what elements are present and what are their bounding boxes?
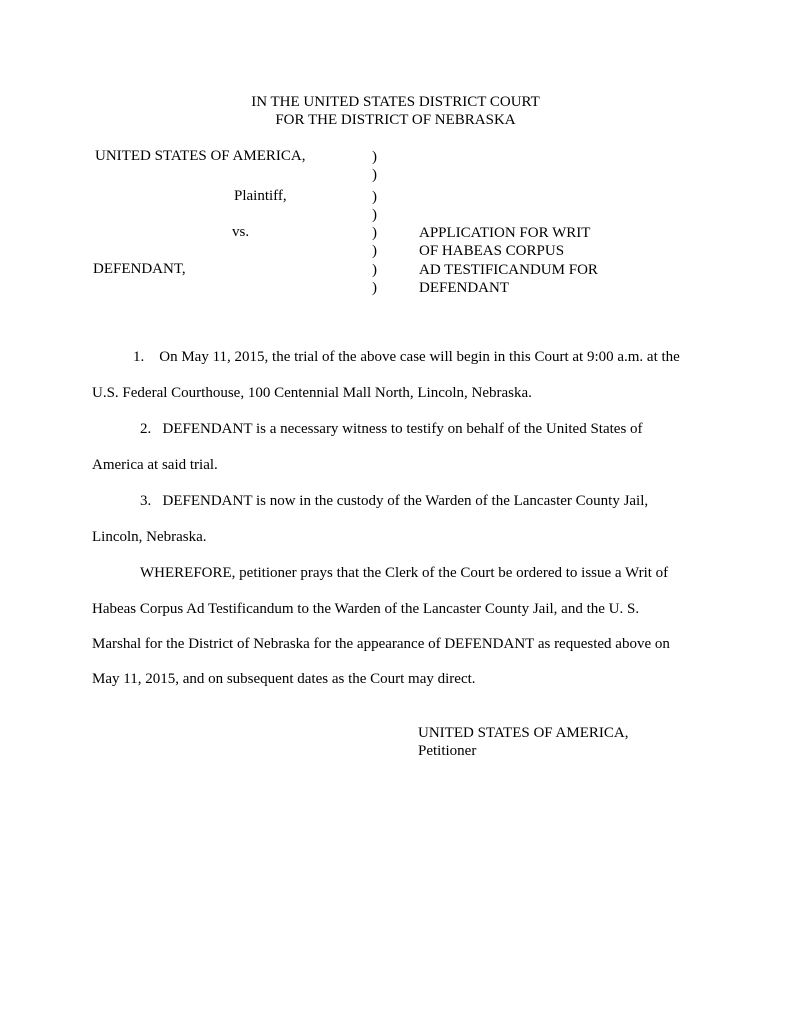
signature-party: UNITED STATES OF AMERICA, xyxy=(418,725,629,741)
court-heading-line-1: IN THE UNITED STATES DISTRICT COURT xyxy=(251,94,540,110)
paragraph-1-line-1: 1. On May 11, 2015, the trial of the above case will begin in this Court at 9:00 a.m. at the xyxy=(133,349,680,365)
caption-paren: ) xyxy=(372,243,377,259)
caption-paren: ) xyxy=(372,207,377,223)
caption-paren: ) xyxy=(372,167,377,183)
caption-paren: ) xyxy=(372,262,377,278)
caption-paren: ) xyxy=(372,225,377,241)
wherefore-line-4: May 11, 2015, and on subsequent dates as the Court may direct. xyxy=(92,671,476,687)
caption-paren: ) xyxy=(372,280,377,296)
paragraph-1-line-2: U.S. Federal Courthouse, 100 Centennial Mall North, Lincoln, Nebraska. xyxy=(92,385,532,401)
paragraph-2-line-1: 2. DEFENDANT is a necessary witness to testify on behalf of the United States of xyxy=(140,421,643,437)
plaintiff-role: Plaintiff, xyxy=(234,188,287,204)
document-title-line-4: DEFENDANT xyxy=(419,280,509,296)
paragraph-3-line-1: 3. DEFENDANT is now in the custody of the Warden of the Lancaster County Jail, xyxy=(140,493,649,509)
document-title-line-2: OF HABEAS CORPUS xyxy=(419,243,565,259)
court-heading-line-2: FOR THE DISTRICT OF NEBRASKA xyxy=(275,112,516,128)
document-title-line-3: AD TESTIFICANDUM FOR xyxy=(419,262,598,278)
caption-paren: ) xyxy=(372,149,377,165)
signature-role: Petitioner xyxy=(418,743,477,759)
caption-paren: ) xyxy=(372,189,377,205)
paragraph-2-line-2: America at said trial. xyxy=(92,457,218,473)
wherefore-line-3: Marshal for the District of Nebraska for the appearance of DEFENDANT as requested above on xyxy=(92,636,670,652)
wherefore-line-1: WHEREFORE, petitioner prays that the Clerk of the Court be ordered to issue a Writ of xyxy=(140,565,669,581)
paragraph-3-line-2: Lincoln, Nebraska. xyxy=(92,529,207,545)
document-title-line-1: APPLICATION FOR WRIT xyxy=(419,225,591,241)
plaintiff-name: UNITED STATES OF AMERICA, xyxy=(95,148,306,164)
defendant-name: DEFENDANT, xyxy=(93,261,186,277)
wherefore-line-2: Habeas Corpus Ad Testificandum to the Warden of the Lancaster County Jail, and the U. S. xyxy=(92,601,640,617)
versus-label: vs. xyxy=(232,224,250,240)
